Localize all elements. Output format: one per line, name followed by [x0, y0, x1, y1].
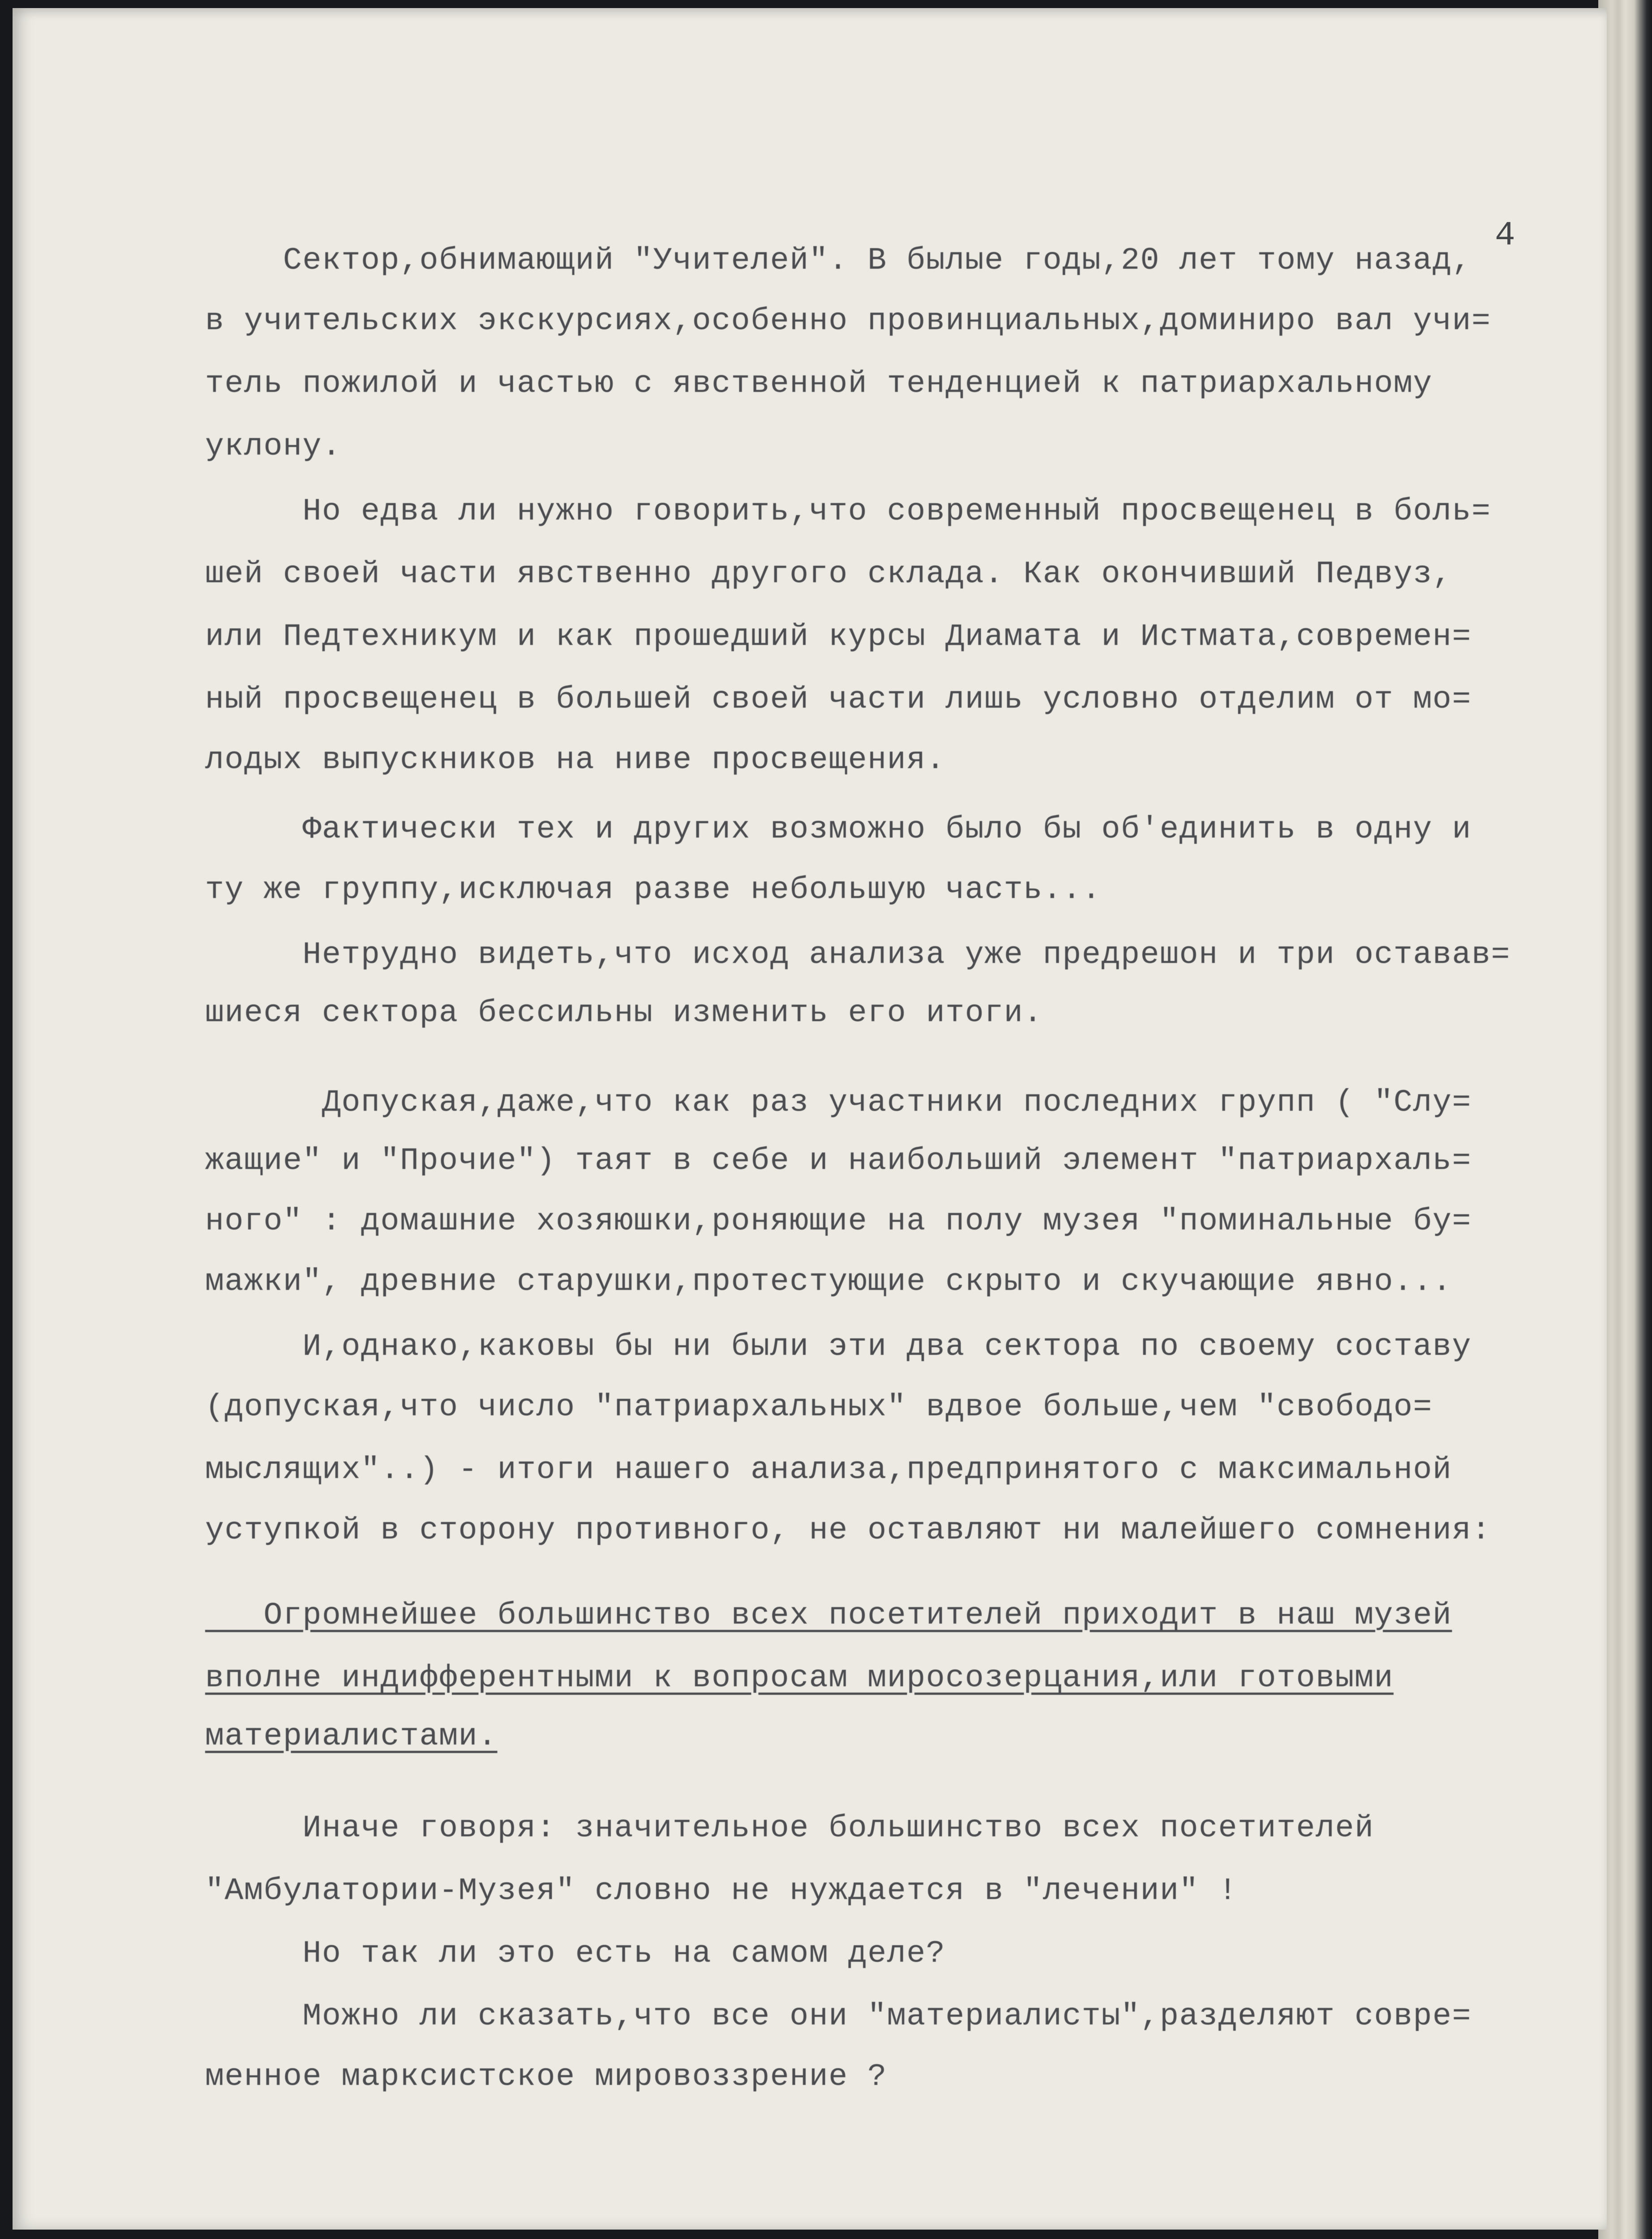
text-line: Фактически тех и других возможно было бы об'единить в одну и — [205, 812, 1472, 847]
page-number: 4 — [1495, 216, 1515, 255]
text-line: Можно ли сказать,что все они "материалисты",разделяют совре= — [205, 1999, 1472, 2034]
text-line: шей своей части явственно другого склада. Как окончивший Педвуз, — [205, 557, 1452, 592]
text-line: Нетрудно видеть,что исход анализа уже предрешон и три оставав= — [205, 937, 1510, 973]
text-line: ный просвещенец в большей своей части лишь условно отделим от мо= — [205, 682, 1472, 718]
text-line: Допуская,даже,что как раз участники последних групп ( "Слу= — [205, 1085, 1472, 1121]
text-line: жащие" и "Прочие") таят в себе и наибольший элемент "патриархаль= — [205, 1143, 1472, 1179]
text-line: Сектор,обнимающий "Учителей". В былые годы,20 лет тому назад, — [205, 243, 1472, 279]
text-line: ного" : домашние хозяюшки,роняющие на полу музея "поминальные бу= — [205, 1204, 1472, 1239]
text-line: "Амбулатории-Музея" словно не нуждается в "лечении" ! — [205, 1874, 1238, 1909]
text-line: или Педтехникум и как прошедший курсы Диамата и Истмата,современ= — [205, 619, 1472, 655]
text-line: шиеся сектора бессильны изменить его итоги. — [205, 996, 1043, 1031]
text-line: Иначе говоря: значительное большинство всех посетителей — [205, 1811, 1374, 1846]
text-line: мыслящих"..) - итоги нашего анализа,предпринятого с максимальной — [205, 1453, 1452, 1488]
text-line: уступкой в сторону противного, не оставляют ни малейшего сомнения: — [205, 1513, 1491, 1548]
text-line: лодых выпускников на ниве просвещения. — [205, 743, 946, 778]
text-line: мажки", древние старушки,протестующие скрыто и скучающие явно... — [205, 1264, 1452, 1300]
text-line: уклону. — [205, 429, 342, 464]
text-line: Но так ли это есть на самом деле? — [205, 1936, 946, 1972]
text-line: тель пожилой и частью с явственной тенденцией к патриархальному — [205, 366, 1433, 402]
text-line: в учительских экскурсиях,особенно провинциальных,доминиро вал учи= — [205, 304, 1491, 339]
text-line: менное марксистское мировоззрение ? — [205, 2059, 887, 2095]
text-line: Но едва ли нужно говорить,что современный просвещенец в боль= — [205, 494, 1491, 529]
typewritten-page — [13, 8, 1607, 2230]
underlined-line: Огромнейшее большинство всех посетителей приходит в наш музей — [205, 1598, 1452, 1633]
underlined-line: материалистами. — [205, 1719, 498, 1754]
text-line: И,однако,каковы бы ни были эти два сектора по своему составу — [205, 1329, 1472, 1365]
underlined-line: вполне индифферентными к вопросам миросозерцания,или готовыми — [205, 1661, 1394, 1696]
text-line: ту же группу,исключая разве небольшую часть... — [205, 872, 1102, 908]
text-line: (допуская,что число "патриархальных" вдвое больше,чем "свободо= — [205, 1390, 1433, 1425]
